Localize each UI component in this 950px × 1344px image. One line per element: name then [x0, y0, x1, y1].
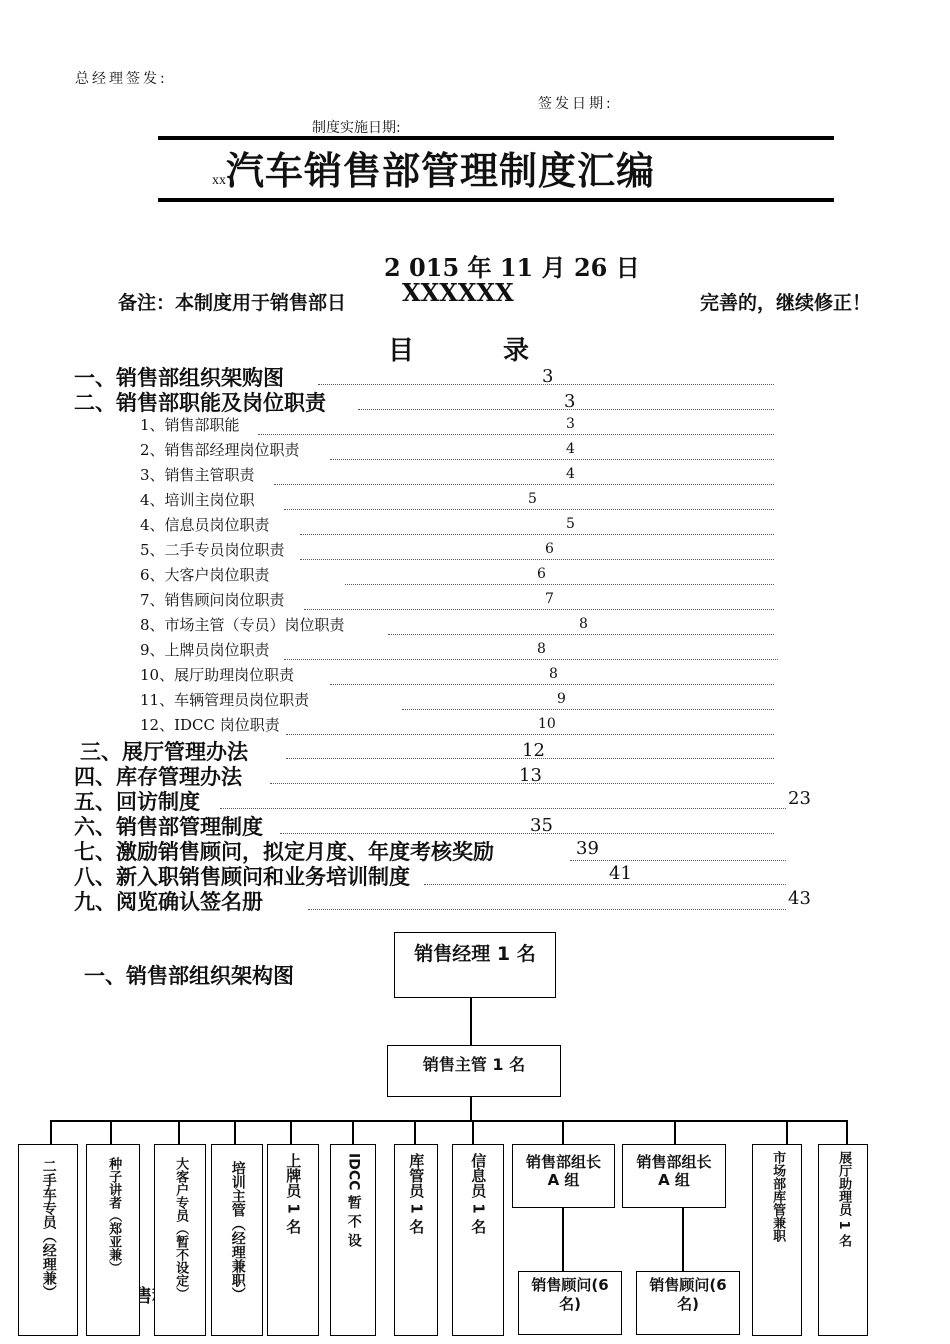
impl-date-label: 制度实施日期:: [312, 120, 401, 136]
note-redacted: XXXXXX: [402, 278, 514, 307]
toc-entry-17: 四、库存管理办法: [74, 765, 242, 789]
toc-page-3: 3: [566, 416, 575, 432]
supervisor-box: 销售主管 1 名: [387, 1045, 561, 1097]
toc-entry-4: 2、销售部经理岗位职责: [140, 441, 300, 459]
toc-entry-11: 8、市场主管（专员）岗位职责: [140, 616, 345, 634]
toc-page-4: 4: [566, 441, 575, 457]
toc-page-18: 23: [788, 788, 811, 809]
toc-entry-5: 3、销售主管职责: [140, 466, 255, 484]
document-date: 2 015 年 11 月 26 日: [384, 253, 640, 282]
title-rule-bottom: [158, 198, 834, 202]
toc-entry-19: 六、销售部管理制度: [74, 815, 263, 839]
toc-entry-20: 七、激励销售顾问，拟定月度、年度考核奖励: [74, 840, 494, 864]
connector: [470, 996, 472, 1046]
sign-date-label: 签发日期:: [538, 96, 614, 112]
toc-page-10: 7: [545, 591, 554, 607]
consultant-box-1: 销售顾问(6 名): [518, 1271, 622, 1335]
staff-box-marketing: 市场部库管兼职: [752, 1144, 802, 1336]
staff-box-info-clerk: 信息员 1 名: [452, 1144, 504, 1336]
toc-entry-6: 4、培训主岗位职: [140, 491, 255, 509]
toc-entry-10: 7、销售顾问岗位职责: [140, 591, 285, 609]
staff-box-used-car: 二手车专员（经理兼）: [18, 1144, 78, 1336]
toc-entry-22: 九、阅览确认签名册: [74, 890, 263, 914]
manager-box: 销售经理 1 名: [394, 932, 556, 998]
gm-sign-label: 总经理签发:: [75, 71, 168, 87]
consultant-box-2: 销售顾问(6 名): [636, 1271, 740, 1335]
toc-entry-21: 八、新入职销售顾问和业务培训制度: [74, 865, 410, 889]
note-right: 完善的，继续修正！: [700, 292, 872, 314]
toc-entry-7: 4、信息员岗位职责: [140, 516, 270, 534]
toc-page-14: 9: [557, 691, 566, 707]
toc-page-17: 13: [519, 765, 542, 786]
toc-page-2: 3: [564, 391, 576, 412]
toc-entry-13: 10、展厅助理岗位职责: [140, 666, 295, 684]
toc-page-5: 4: [566, 466, 575, 482]
connector: [470, 1096, 472, 1120]
toc-page-20: 39: [576, 838, 599, 859]
toc-page-9: 6: [537, 566, 546, 582]
toc-heading: 目 录: [388, 336, 570, 366]
staff-box-key-account: 大客户专员（暂不设定）: [154, 1144, 206, 1336]
toc-entry-2: 二、销售部职能及岗位职责: [74, 391, 326, 415]
document-title: xx汽车销售部管理制度汇编: [212, 149, 656, 193]
staff-box-training-supervisor: 培训主管（经理兼职）: [211, 1144, 263, 1336]
toc-entry-15: 12、IDCC 岗位职责: [140, 716, 280, 734]
staff-box-plate-clerk: 上牌员 1 名: [267, 1144, 319, 1336]
toc-entry-1: 一、销售部组织架购图: [74, 366, 284, 390]
toc-page-7: 5: [566, 516, 575, 532]
toc-page-16: 12: [522, 740, 545, 761]
toc-page-1: 3: [542, 366, 554, 387]
staff-box-seed-trainer: 种子讲者（郑亚兼）: [86, 1144, 140, 1336]
toc-entry-18: 五、回访制度: [74, 790, 200, 814]
toc-page-8: 6: [545, 541, 554, 557]
toc-page-11: 8: [579, 616, 588, 632]
connector: [50, 1120, 800, 1122]
staff-box-showroom-assistant: 展厅助理员 1 名: [818, 1144, 868, 1336]
staff-box-idcc: IDCC 暂 不 设: [330, 1144, 376, 1336]
staff-box-group-leader-1: 销售部组长 A 组: [512, 1144, 615, 1208]
toc-entry-8: 5、二手专员岗位职责: [140, 541, 285, 559]
section1-title: 一、销售部组织架构图: [84, 964, 294, 988]
toc-entry-12: 9、上牌员岗位职责: [140, 641, 270, 659]
toc-page-12: 8: [537, 641, 546, 657]
toc-page-15: 10: [538, 716, 556, 732]
toc-page-13: 8: [549, 666, 558, 682]
toc-page-6: 5: [528, 491, 537, 507]
toc-entry-16: 三、展厅管理办法: [80, 740, 248, 764]
toc-page-19: 35: [530, 815, 553, 836]
note-left: 备注：本制度用于销售部日: [118, 292, 347, 314]
toc-entry-14: 11、车辆管理员岗位职责: [140, 691, 310, 709]
toc-page-21: 41: [609, 863, 632, 884]
connector: [800, 1120, 848, 1122]
staff-box-warehouse-clerk: 库管员 1 名: [394, 1144, 438, 1336]
toc-page-22: 43: [788, 888, 811, 909]
staff-box-group-leader-2: 销售部组长 A 组: [622, 1144, 726, 1208]
toc-entry-9: 6、大客户岗位职责: [140, 566, 270, 584]
toc-entry-3: 1、销售部职能: [140, 416, 240, 434]
